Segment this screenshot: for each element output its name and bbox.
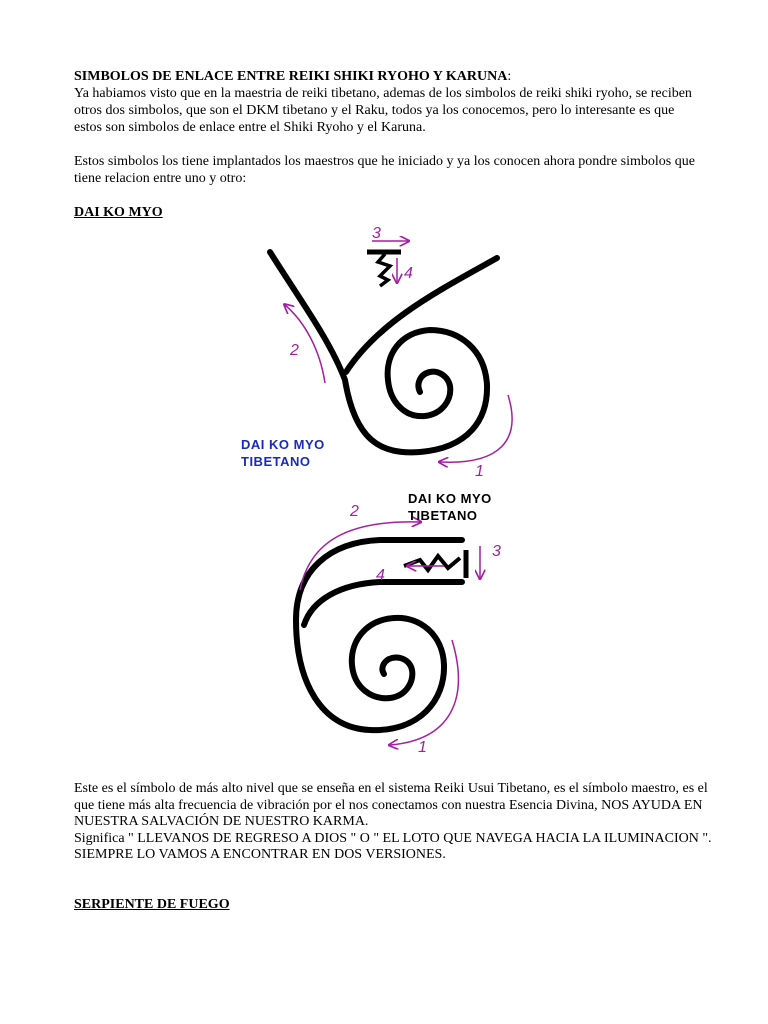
section-heading-serpiente-de-fuego: SERPIENTE DE FUEGO [74, 897, 230, 912]
section-heading-dai-ko-myo: DAI KO MYO [74, 205, 163, 220]
bottom-figure-label-line2: TIBETANO [408, 508, 478, 523]
intro-paragraph-2: Estos simbolos los tiene implantados los maestros que he iniciado y ya los conocen ahora pondre simbolos que tiene relacion entre uno y otro: [74, 154, 695, 186]
top-num-3: 3 [372, 225, 381, 242]
description-paragraph-2: Significa " LLEVANOS DE REGRESO A DIOS " O " EL LOTO QUE NAVEGA HACIA LA ILUMINACION ". [74, 830, 712, 846]
top-num-1: 1 [475, 463, 484, 480]
bottom-num-1: 1 [418, 739, 427, 756]
top-figure-label-line1: DAI KO MYO [241, 437, 325, 452]
document-title: SIMBOLOS DE ENLACE ENTRE REIKI SHIKI RYOHO Y KARUNA [74, 69, 508, 84]
description-paragraph-3: SIEMPRE LO VAMOS A ENCONTRAR EN DOS VERSIONES. [74, 847, 446, 862]
bottom-num-2: 2 [350, 503, 359, 520]
bottom-figure-label [408, 490, 492, 524]
bottom-num-4: 4 [376, 567, 385, 584]
top-figure-label [241, 436, 325, 470]
bottom-symbol-glyph [404, 550, 466, 578]
dai-ko-myo-description [74, 781, 714, 864]
description-paragraph-1: Este es el símbolo de más alto nivel que se enseña en el sistema Reiki Usui Tibetano, es el símbolo maestro, es el que tiene más alta frecuencia de vibración por el nos conectamos con nuestra Esencia Divina, NOS AYUDA EN NUESTRA SALVACIÓN DE NUESTRO KARMA. [74, 781, 708, 829]
bottom-figure-label-line1: DAI KO MYO [408, 491, 492, 506]
title-suffix: : [507, 69, 512, 84]
top-figure-label-line2: TIBETANO [241, 454, 311, 469]
dai-ko-myo-bottom-symbol [296, 503, 501, 756]
top-num-2: 2 [290, 342, 299, 359]
intro-paragraph-1: Ya habiamos visto que en la maestria de reiki tibetano, ademas de los simbolos de reiki shiki ryoho, se reciben otros dos simbolos, que son el DKM tibetano y el Raku, todos ya los conocemos, pero lo interesante es que estos son simbolos de enlace entre el Shiki Ryoho y el Karuna. [74, 86, 692, 135]
top-symbol-glyph [367, 252, 401, 286]
top-num-4: 4 [404, 265, 413, 282]
bottom-num-3: 3 [492, 543, 501, 560]
